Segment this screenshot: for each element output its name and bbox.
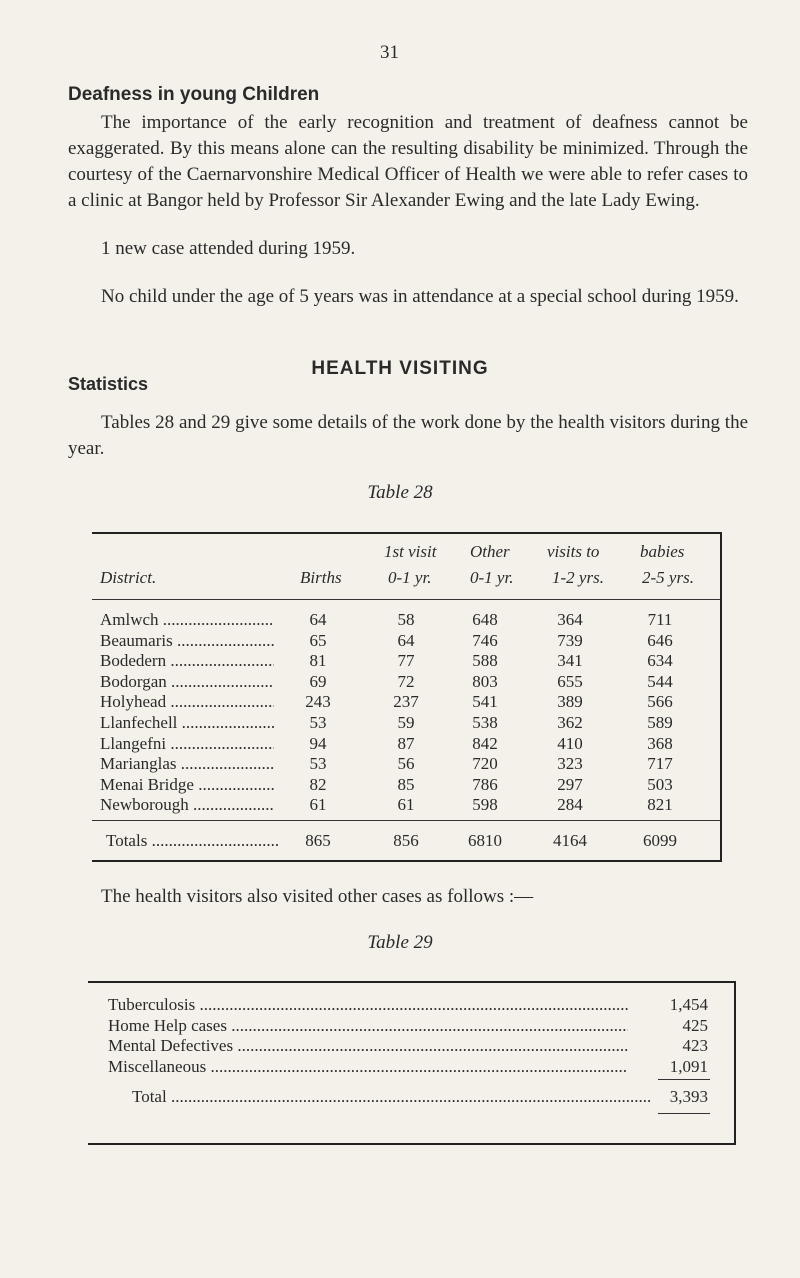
cell-other25: 821 [647, 795, 673, 815]
header-district: District. [100, 568, 157, 587]
cell-other25: 589 [647, 713, 673, 732]
district-name: Marianglas ..... [100, 754, 274, 774]
cell-other12: 739 [557, 630, 583, 650]
cell-other25: 566 [647, 692, 673, 712]
case-label: Tuberculosis ..... [108, 995, 628, 1015]
table-29 [88, 981, 736, 1145]
totals-first-visit: 856 [393, 831, 419, 850]
table-row [92, 775, 720, 797]
cell-births: 81 [309, 651, 327, 671]
cell-first: 58 [397, 610, 415, 629]
totals-other-1-2: 4164 [553, 831, 587, 850]
cell-births: 65 [309, 630, 327, 650]
table-row [92, 651, 720, 673]
cell-other25: 711 [647, 610, 673, 629]
district-name: Llanfechell ..... [100, 713, 274, 733]
header-babies: babies [640, 542, 685, 561]
header-first-visit-age: 0-1 yr. [388, 568, 432, 587]
table-28-caption: Table 28 [367, 482, 433, 503]
cell-other01: 541 [472, 692, 498, 712]
cell-first: 87 [397, 733, 415, 753]
cell-births: 53 [309, 754, 327, 774]
table-row [92, 692, 720, 714]
district-name: Bodedern ..... [100, 651, 274, 671]
paragraph-deafness-intro: The importance of the early recognition and treatment of deafness cannot be exaggerated. By this means alone can the resulting disability be minimized. Through the courtesy of the Caernarvonshire Medical Officer of Health we were able to refer cases to a clinic at Bangor held by Professor Sir Alexander Ewing and the late Lady Ewing. [68, 112, 748, 211]
district-name: Amlwch ..... [100, 610, 274, 630]
table-row [92, 610, 720, 632]
total-label: Total ..... [132, 1087, 652, 1107]
cell-other12: 655 [557, 671, 583, 691]
table-row [92, 672, 720, 694]
cell-births: 94 [309, 733, 327, 753]
paragraph-tables-intro: Tables 28 and 29 give some details of the work done by the health visitors during the year. [68, 412, 748, 459]
header-other: Other [470, 542, 510, 561]
cell-other12: 389 [557, 692, 583, 712]
table-row [108, 1016, 708, 1038]
section-heading: Deafness in young Children [68, 84, 320, 105]
cell-births: 82 [309, 774, 327, 794]
cell-other25: 503 [647, 774, 673, 794]
totals-other-0-1: 6810 [468, 831, 502, 850]
cell-first: 64 [397, 630, 415, 650]
cell-first: 72 [397, 671, 415, 691]
cell-births: 53 [309, 713, 327, 732]
cell-other01: 588 [472, 651, 498, 671]
table-28 [92, 532, 722, 862]
table-row [92, 734, 720, 756]
cell-first: 56 [397, 754, 415, 774]
cell-other01: 803 [472, 671, 498, 691]
table-row [92, 631, 720, 653]
table-row-total [108, 1087, 708, 1109]
table-row [108, 1057, 708, 1079]
header-visits-to: visits to [547, 542, 600, 561]
sum-rule [658, 1079, 710, 1080]
table-row [108, 995, 708, 1017]
cell-other01: 720 [472, 754, 498, 774]
paragraph-special-school: No child under the age of 5 years was in attendance at a special school during 1959. [101, 286, 739, 307]
cell-births: 69 [309, 671, 327, 691]
cell-other25: 368 [647, 733, 673, 753]
header-births: Births [300, 568, 342, 587]
cell-other01: 786 [472, 774, 498, 794]
cell-other25: 544 [647, 671, 673, 691]
case-count: 1,454 [669, 995, 708, 1014]
case-count: 423 [682, 1036, 708, 1055]
cell-other12: 297 [557, 774, 583, 794]
totals-other-2-5: 6099 [643, 831, 677, 850]
cell-other12: 362 [557, 713, 583, 732]
cell-other12: 284 [557, 795, 583, 815]
table-29-caption: Table 29 [367, 932, 433, 953]
header-other-age: 0-1 yr. [470, 568, 514, 587]
header-first-visit: 1st visit [384, 542, 437, 561]
header-divider [92, 599, 720, 600]
cell-other25: 717 [647, 754, 673, 774]
cell-other12: 341 [557, 651, 583, 671]
totals-births: 865 [305, 831, 331, 850]
cell-other25: 634 [647, 651, 673, 671]
table-row [108, 1036, 708, 1058]
page-number: 31 [380, 42, 399, 63]
case-label: Home Help cases ..... [108, 1016, 628, 1036]
table-row-totals [92, 831, 720, 853]
cell-births: 61 [309, 795, 327, 815]
cell-other01: 648 [472, 610, 498, 629]
case-label: Miscellaneous ..... [108, 1057, 628, 1077]
cell-first: 237 [393, 692, 419, 712]
cell-first: 77 [397, 651, 415, 671]
table-row [92, 713, 720, 735]
sum-rule-bottom [658, 1113, 710, 1114]
table-row [92, 754, 720, 776]
cell-other01: 538 [472, 713, 498, 732]
district-name: Newborough ..... [100, 795, 274, 815]
cell-other12: 323 [557, 754, 583, 774]
cell-other01: 598 [472, 795, 498, 815]
header-visits-to-age: 1-2 yrs. [552, 568, 604, 587]
statistics-heading: Statistics [68, 374, 149, 394]
table-row [92, 795, 720, 817]
health-visiting-title: HEALTH VISITING [311, 358, 489, 379]
case-label: Mental Defectives ..... [108, 1036, 628, 1056]
cell-other12: 364 [557, 610, 583, 629]
header-babies-age: 2-5 yrs. [642, 568, 694, 587]
case-count: 1,091 [669, 1056, 708, 1076]
paragraph-other-cases: The health visitors also visited other cases as follows :— [101, 886, 534, 907]
paragraph-new-case: 1 new case attended during 1959. [101, 238, 356, 259]
totals-label: Totals ..... [106, 831, 280, 851]
total-value: 3,393 [669, 1087, 708, 1106]
cell-births: 243 [305, 692, 331, 712]
cell-births: 64 [309, 610, 327, 629]
cell-first: 61 [397, 795, 415, 815]
cell-other01: 746 [472, 630, 498, 650]
cell-other25: 646 [647, 630, 673, 650]
case-count: 425 [682, 1015, 708, 1035]
cell-first: 59 [397, 713, 415, 732]
district-name: Llangefni ..... [100, 734, 274, 754]
cell-first: 85 [397, 774, 415, 794]
cell-other12: 410 [557, 733, 583, 753]
totals-divider [92, 820, 720, 821]
district-name: Bodorgan ..... [100, 672, 274, 692]
district-name: Menai Bridge ..... [100, 775, 274, 795]
cell-other01: 842 [472, 733, 498, 753]
district-name: Holyhead ..... [100, 692, 274, 712]
district-name: Beaumaris ..... [100, 631, 274, 651]
